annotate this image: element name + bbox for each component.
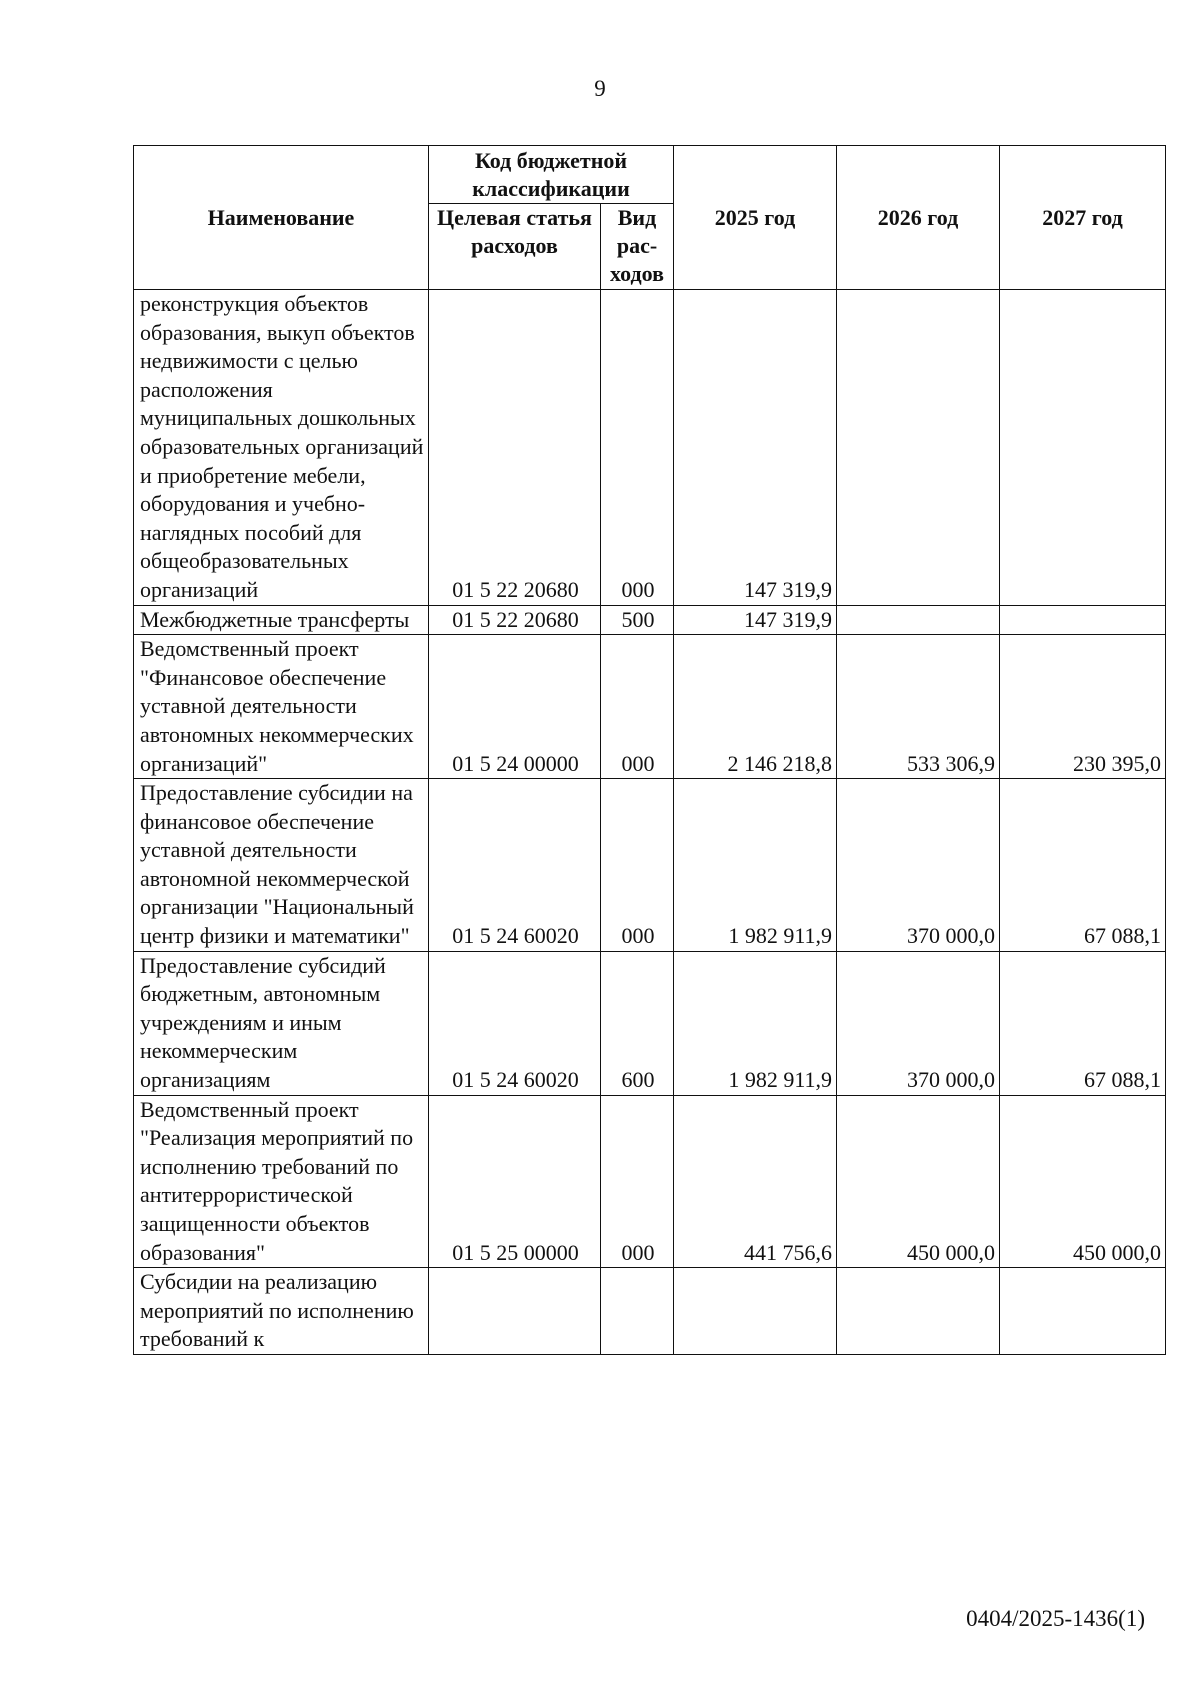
row-expense-kind: 000 <box>601 290 674 606</box>
header-name: Наименование <box>134 146 429 290</box>
row-name: Ведомственный проект "Реализация мероприятий по исполнению требований по антитеррористической защищенности объектов образования" <box>134 1095 429 1268</box>
row-value-2026: 450 000,0 <box>837 1095 1000 1268</box>
row-value-2025: 2 146 218,8 <box>674 635 837 779</box>
row-expense-kind <box>601 1268 674 1355</box>
row-value-2025: 441 756,6 <box>674 1095 837 1268</box>
row-target-code: 01 5 24 60020 <box>429 779 601 952</box>
table-row <box>134 290 1166 606</box>
row-name: Межбюджетные трансферты <box>134 605 429 635</box>
row-target-code: 01 5 24 60020 <box>429 951 601 1095</box>
row-value-2026: 370 000,0 <box>837 779 1000 952</box>
row-value-2026 <box>837 1268 1000 1355</box>
header-2027: 2027 год <box>1000 146 1166 290</box>
row-expense-kind: 000 <box>601 1095 674 1268</box>
row-value-2027: 67 088,1 <box>1000 779 1166 952</box>
row-value-2027: 230 395,0 <box>1000 635 1166 779</box>
document-code: 0404/2025-1436(1) <box>966 1606 1145 1631</box>
table-row <box>134 605 1166 635</box>
row-expense-kind: 000 <box>601 779 674 952</box>
row-value-2026: 533 306,9 <box>837 635 1000 779</box>
row-name: Субсидии на реализацию мероприятий по исполнению требований к <box>134 1268 429 1355</box>
row-value-2027: 450 000,0 <box>1000 1095 1166 1268</box>
page-number: 9 <box>594 76 606 101</box>
row-target-code: 01 5 22 20680 <box>429 290 601 606</box>
header-2026: 2026 год <box>837 146 1000 290</box>
row-target-code: 01 5 25 00000 <box>429 1095 601 1268</box>
row-target-code: 01 5 24 00000 <box>429 635 601 779</box>
row-name: Предоставление субсидий бюджетным, автономным учреждениям и иным некоммерческим организациям <box>134 951 429 1095</box>
header-target-article: Целевая статья расходов <box>429 204 601 290</box>
row-name: Предоставление субсидии на финансовое обеспечение уставной деятельности автономной некоммерческой организации "Национальный центр физики и математики" <box>134 779 429 952</box>
table-row <box>134 635 1166 779</box>
row-value-2027: 67 088,1 <box>1000 951 1166 1095</box>
row-expense-kind: 600 <box>601 951 674 1095</box>
table-row <box>134 1268 1166 1355</box>
header-expense-kind: Вид рас-ходов <box>601 204 674 290</box>
budget-table <box>133 145 1166 1355</box>
row-value-2025: 1 982 911,9 <box>674 951 837 1095</box>
row-value-2025 <box>674 1268 837 1355</box>
row-value-2026: 370 000,0 <box>837 951 1000 1095</box>
row-expense-kind: 500 <box>601 605 674 635</box>
row-value-2025: 147 319,9 <box>674 605 837 635</box>
row-name: Ведомственный проект "Финансовое обеспечение уставной деятельности автономных некоммерческих организаций" <box>134 635 429 779</box>
row-value-2025: 1 982 911,9 <box>674 779 837 952</box>
row-value-2026 <box>837 290 1000 606</box>
row-value-2026 <box>837 605 1000 635</box>
row-name: реконструкция объектов образования, выкуп объектов недвижимости с целью расположения муниципальных дошкольных образовательных организаций и приобретение мебели, оборудования и учебно-наглядных пособий для общеобразовательных организаций <box>134 290 429 606</box>
row-value-2027 <box>1000 605 1166 635</box>
row-value-2025: 147 319,9 <box>674 290 837 606</box>
row-value-2027 <box>1000 1268 1166 1355</box>
table-row <box>134 779 1166 952</box>
row-expense-kind: 000 <box>601 635 674 779</box>
header-bcc-group: Код бюджетной классификации <box>429 146 674 204</box>
header-2025: 2025 год <box>674 146 837 290</box>
row-target-code <box>429 1268 601 1355</box>
row-target-code: 01 5 22 20680 <box>429 605 601 635</box>
table-row <box>134 1095 1166 1268</box>
row-value-2027 <box>1000 290 1166 606</box>
table-row <box>134 951 1166 1095</box>
